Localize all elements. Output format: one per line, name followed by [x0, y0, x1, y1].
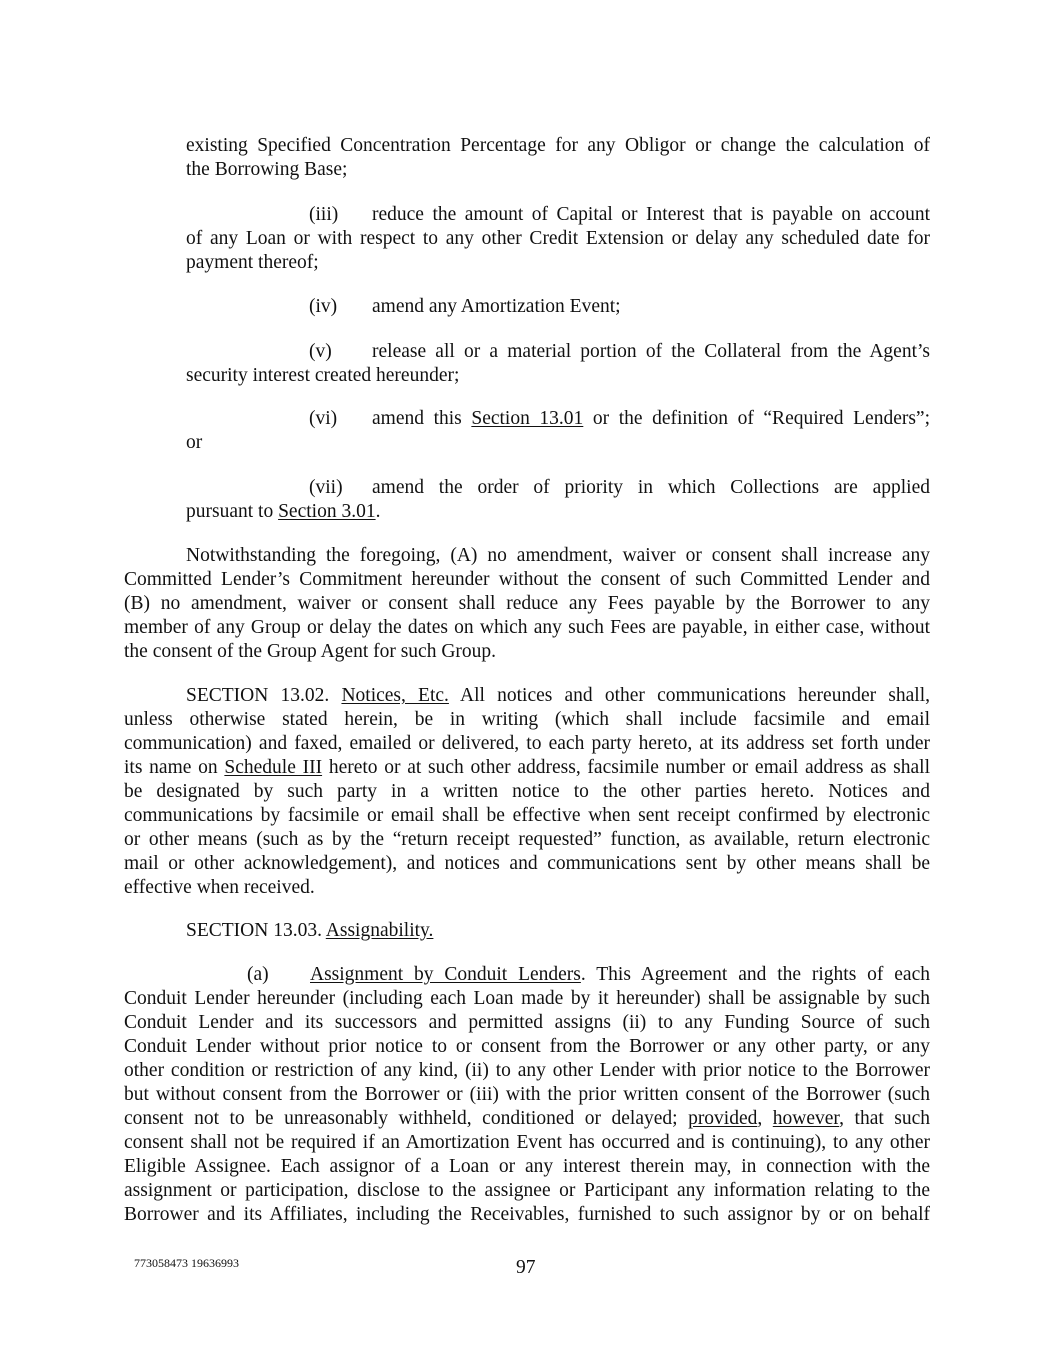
paragraph-line: the Borrowing Base;	[186, 159, 348, 180]
schedule-reference: Schedule III	[224, 757, 323, 778]
section-reference: Section 3.01	[278, 501, 376, 522]
paragraph-line: assignment or participation, disclose to the assignee or Participant any information relating to the	[124, 1180, 930, 1201]
clause-text: amend any Amortization Event;	[372, 296, 621, 317]
clause-label: (a)	[247, 964, 269, 985]
paragraph-line: but without consent from the Borrower or (iii) with the prior written consent of the Borrower (such	[124, 1084, 930, 1105]
paragraph-line: be designated by such party in a written notice to the other parties hereto. Notices and	[124, 781, 930, 802]
defined-term: however	[772, 1108, 840, 1129]
paragraph-line: Borrower and its Affiliates, including the Receivables, furnished to such assignor by or on behalf	[124, 1204, 930, 1225]
paragraph-line: consent shall not be required if an Amortization Event has occurred and is continuing), to any other	[124, 1132, 930, 1153]
clause-label: (vi)	[309, 408, 338, 429]
clause-label: (iv)	[309, 296, 338, 317]
paragraph-line: existing Specified Concentration Percentage for any Obligor or change the calculation of	[186, 135, 930, 156]
paragraph-line: Notwithstanding the foregoing, (A) no amendment, waiver or consent shall increase any	[186, 545, 930, 566]
clause-text: pursuant to Section 3.01.	[186, 501, 381, 522]
clause-text: reduce the amount of Capital or Interest that is payable on account	[372, 204, 930, 225]
paragraph-line: consent not to be unreasonably withheld, conditioned or delayed; provided, however, that such	[124, 1108, 931, 1129]
paragraph-line: Committed Lender’s Commitment hereunder without the consent of such Committed Lender and	[124, 569, 930, 590]
clause-text: or	[186, 432, 203, 453]
paragraph-line: Conduit Lender hereunder (including each Loan made by it hereunder) shall be assignable by such	[124, 988, 930, 1009]
section-number: SECTION 13.03.	[186, 920, 322, 941]
paragraph-line: or other means (such as by the “return receipt requested” function, as available, return electronic	[124, 829, 930, 850]
clause-text: release all or a material portion of the Collateral from the Agent’s	[372, 341, 930, 362]
clause-text: amend the order of priority in which Collections are applied	[372, 477, 930, 498]
clause-text: security interest created hereunder;	[186, 365, 460, 386]
document-id: 773058473 19636993	[134, 1256, 239, 1270]
paragraph-line: mail or other acknowledgement), and notices and communications sent by other means shall be	[124, 853, 930, 874]
section-title: Notices, Etc.	[341, 685, 449, 706]
clause-label: (v)	[309, 341, 332, 362]
section-heading-line: SECTION 13.02. Notices, Etc. All notices and other communications hereunder shall,	[186, 685, 930, 706]
paragraph-line: communications by facsimile or email shall be effective when sent receipt confirmed by electronic	[124, 805, 930, 826]
clause-text: of any Loan or with respect to any other Credit Extension or delay any scheduled date for	[186, 228, 930, 249]
section-number: SECTION 13.02.	[186, 685, 330, 706]
paragraph-line: (B) no amendment, waiver or consent shall reduce any Fees payable by the Borrower to any	[124, 593, 930, 614]
clause-label: (iii)	[309, 204, 339, 225]
paragraph-line: unless otherwise stated herein, be in writing (which shall include facsimile and email	[124, 709, 930, 730]
paragraph-line: other condition or restriction of any kind, (ii) to any other Lender with prior notice to the Borrower	[124, 1060, 930, 1081]
clause-text: payment thereof;	[186, 252, 319, 273]
clause-title: Assignment by Conduit Lenders	[310, 964, 581, 985]
clause-text: amend this Section 13.01 or the definition of “Required Lenders”;	[372, 408, 931, 429]
section-heading-line	[186, 919, 433, 943]
paragraph-line: Eligible Assignee. Each assignor of a Loan or any interest therein may, in connection with the	[124, 1156, 930, 1177]
paragraph-line: its name on Schedule III hereto or at such other address, facsimile number or email address as shall	[124, 757, 930, 778]
clause-text: Assignment by Conduit Lenders. This Agreement and the rights of each	[310, 964, 930, 985]
paragraph-line: Conduit Lender without prior notice to or consent from the Borrower or any other party, or any	[124, 1036, 930, 1057]
paragraph-line: the consent of the Group Agent for such Group.	[124, 641, 497, 662]
paragraph-line: Conduit Lender and its successors and permitted assigns (ii) to any Funding Source of such	[124, 1012, 930, 1033]
section-title: Assignability.	[325, 920, 434, 941]
paragraph-line: communication) and faxed, emailed or delivered, to each party hereto, at its address set forth under	[124, 733, 930, 754]
section-reference: Section 13.01	[471, 408, 584, 429]
paragraph-line: member of any Group or delay the dates on which any such Fees are payable, in either case, without	[124, 617, 930, 638]
page-number: 97	[516, 1257, 536, 1278]
paragraph-line: effective when received.	[124, 877, 315, 898]
clause-label: (vii)	[309, 477, 343, 498]
defined-term: provided	[688, 1108, 758, 1129]
